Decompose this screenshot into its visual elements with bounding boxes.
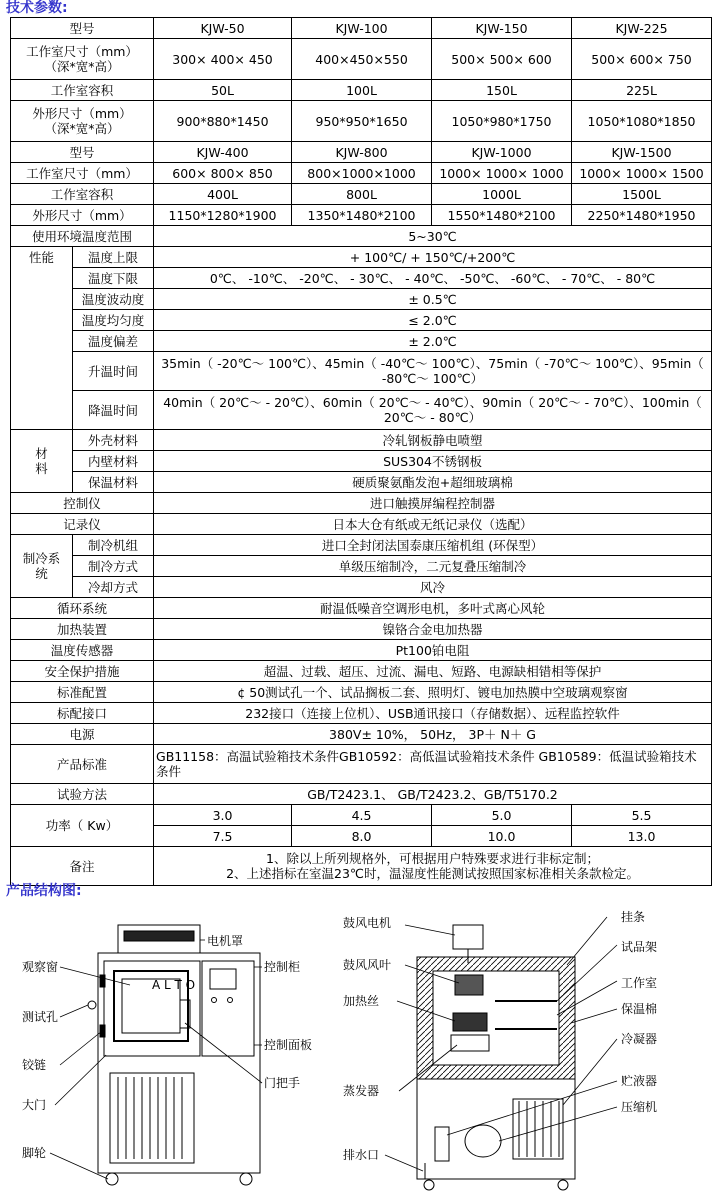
outer-size-label: 外形尺寸（mm） （深*宽*高） (11, 101, 154, 142)
caster-shape (424, 1180, 434, 1190)
row-label: 安全保护措施 (11, 661, 154, 682)
model-cell: KJW-1000 (432, 142, 572, 163)
condenser-fins (519, 1101, 559, 1157)
table-row (11, 352, 712, 391)
row-label: 保温材料 (73, 472, 154, 493)
table-cell: 1000× 1000× 1500 (572, 163, 712, 184)
table-row (11, 391, 712, 430)
model-cell: KJW-800 (292, 142, 432, 163)
row-value: 镍铬合金电加热器 (154, 619, 712, 640)
model-cell: KJW-225 (572, 18, 712, 39)
label-main-door: 大门 (22, 1098, 47, 1112)
table-cell: 3.0 (154, 805, 292, 826)
table-cell: 800×1000×1000 (292, 163, 432, 184)
table-cell: 4.5 (292, 805, 432, 826)
table-cell: 1350*1480*2100 (292, 205, 432, 226)
table-row (11, 205, 712, 226)
row-label: 标准配置 (11, 682, 154, 703)
table-cell: 400×450×550 (292, 39, 432, 80)
blower-motor-shape (453, 925, 483, 949)
row-label: 外壳材料 (73, 430, 154, 451)
table-cell: 1050*1080*1850 (572, 101, 712, 142)
row-value: SUS304不锈钢板 (154, 451, 712, 472)
row-label: 冷却方式 (73, 577, 154, 598)
row-value: 35min（ -20℃～ 100℃）、45min（ -40℃～ 100℃）、75min（ -70℃～ 100℃）、95min（ -80℃～ 100℃） (154, 352, 712, 391)
control-screen-shape (210, 969, 236, 989)
table-row (11, 619, 712, 640)
tech-params-heading: 技术参数: (6, 0, 68, 16)
table-row (11, 247, 712, 268)
label-condenser: 冷凝器 (621, 1032, 658, 1046)
label-insulation: 保温棉 (621, 1002, 658, 1016)
table-row (11, 80, 712, 101)
table-cell: 50L (154, 80, 292, 101)
table-cell: 600× 800× 850 (154, 163, 292, 184)
table-row (11, 514, 712, 535)
table-row (11, 184, 712, 205)
table-row (11, 142, 712, 163)
model-cell: KJW-50 (154, 18, 292, 39)
model-cell: KJW-1500 (572, 142, 712, 163)
refrigeration-group-label: 制冷系 统 (11, 535, 73, 598)
row-value: ¢ 50测试孔一个、试品搁板二套、照明灯、镀电加热膜中空玻璃观察窗 (154, 682, 712, 703)
label-blower-motor: 鼓风电机 (343, 916, 392, 930)
label-motor-cover: 电机罩 (207, 934, 244, 948)
row-label: 降温时间 (73, 391, 154, 430)
row-value: GB/T2423.1、 GB/T2423.2、GB/T5170.2 (154, 784, 712, 805)
row-label: 温度均匀度 (73, 310, 154, 331)
table-row (11, 310, 712, 331)
table-row (11, 703, 712, 724)
table-cell: 1050*980*1750 (432, 101, 572, 142)
table-cell: 950*950*1650 (292, 101, 432, 142)
table-cell: 400L (154, 184, 292, 205)
row-label: 电源 (11, 724, 154, 745)
remarks-line: 1、除以上所列规格外，可根据用户特殊要求进行非标定制； (266, 851, 599, 866)
ambient-label: 使用环境温度范围 (11, 226, 154, 247)
table-row (11, 289, 712, 310)
table-row (11, 847, 712, 886)
hinge-shape (100, 1025, 105, 1037)
row-label: 标配接口 (11, 703, 154, 724)
label-caster: 脚轮 (22, 1146, 47, 1160)
row-label: 加热装置 (11, 619, 154, 640)
volume-label: 工作室容积 (11, 80, 154, 101)
row-label: 温度上限 (73, 247, 154, 268)
condenser-shape (513, 1099, 563, 1159)
structure-heading: 产品结构图: (6, 883, 82, 899)
motor-cover-grille (124, 931, 194, 941)
control-knob-shape (212, 998, 217, 1003)
table-cell: 1150*1280*1900 (154, 205, 292, 226)
table-row (11, 661, 712, 682)
table-cell: 100L (292, 80, 432, 101)
table-cell: 300× 400× 450 (154, 39, 292, 80)
model-cell: KJW-150 (432, 18, 572, 39)
row-value: 380V± 10%， 50Hz， 3P＋ N＋ G (154, 724, 712, 745)
row-label: 循环系统 (11, 598, 154, 619)
row-value: 风冷 (154, 577, 712, 598)
spec-table (10, 17, 712, 886)
row-value: 日本大仓有纸或无纸记录仪（选配） (154, 514, 712, 535)
receiver-shape (435, 1127, 449, 1161)
row-value: ± 2.0℃ (154, 331, 712, 352)
performance-group-label: 性能 (11, 247, 73, 430)
table-row (11, 451, 712, 472)
row-value: 超温、过载、超压、过流、漏电、短路、电源缺相错相等保护 (154, 661, 712, 682)
table-cell: 10.0 (432, 826, 572, 847)
remarks-value (154, 847, 712, 886)
label-blower-fan: 鼓风风叶 (343, 958, 392, 972)
row-label: 产品标准 (11, 745, 154, 784)
remarks-label: 备注 (11, 847, 154, 886)
test-hole-shape (88, 1001, 96, 1009)
caster-shape (558, 1180, 568, 1190)
row-label: 记录仪 (11, 514, 154, 535)
label-receiver: 贮液器 (621, 1074, 658, 1088)
ambient-value: 5~30℃ (154, 226, 712, 247)
table-row (11, 18, 712, 39)
label-drain: 排水口 (343, 1148, 380, 1162)
table-cell: 225L (572, 80, 712, 101)
table-row (11, 745, 712, 784)
chamber-size-label: 工作室尺寸（mm） （深*宽*高） (11, 39, 154, 80)
row-label: 温度下限 (73, 268, 154, 289)
table-row (11, 472, 712, 493)
row-value: GB11158：高温试验箱技术条件GB10592：高低温试验箱技术条件 GB10589：低温试验箱技术条件 (154, 745, 712, 784)
table-cell: 900*880*1450 (154, 101, 292, 142)
model-label: 型号 (11, 142, 154, 163)
blower-fan-shape (455, 975, 483, 995)
table-cell: 1000L (432, 184, 572, 205)
table-row (11, 493, 712, 514)
lower-grille-shape (110, 1073, 194, 1163)
model-label: 型号 (11, 18, 154, 39)
table-row (11, 101, 712, 142)
table-row (11, 430, 712, 451)
table-row (11, 556, 712, 577)
table-row (11, 805, 712, 826)
table-row (11, 39, 712, 80)
label-test-hole: 测试孔 (22, 1010, 59, 1024)
label-control-cabinet: 控制柜 (264, 960, 301, 974)
row-value: 耐温低噪音空调形电机，多叶式离心风轮 (154, 598, 712, 619)
row-label: 内壁材料 (73, 451, 154, 472)
row-label: 制冷方式 (73, 556, 154, 577)
table-row (11, 640, 712, 661)
model-cell: KJW-100 (292, 18, 432, 39)
hinge-shape (100, 975, 105, 987)
table-cell: 1550*1480*2100 (432, 205, 572, 226)
grille-slats (118, 1077, 182, 1159)
label-hinge: 铰链 (22, 1058, 47, 1072)
table-row (11, 682, 712, 703)
label-evaporator: 蒸发器 (343, 1084, 380, 1098)
row-value: + 100℃/ + 150℃/+200℃ (154, 247, 712, 268)
heater-wire-shape (453, 1013, 487, 1031)
row-value: 硬质聚氨酯发泡+超细玻璃棉 (154, 472, 712, 493)
table-cell: 500× 500× 600 (432, 39, 572, 80)
caster-shape (240, 1173, 252, 1185)
label-hanging-strip: 挂条 (621, 910, 646, 924)
label-heater-wire: 加热丝 (343, 994, 380, 1008)
row-value: 232接口（连接上位机）、USB通讯接口（存储数据）、远程监控软件 (154, 703, 712, 724)
table-cell: 500× 600× 750 (572, 39, 712, 80)
label-work-chamber: 工作室 (621, 976, 658, 990)
row-value: 进口全封闭法国泰康压缩机组 (环保型） (154, 535, 712, 556)
label-compressor: 压缩机 (621, 1100, 658, 1114)
row-value: 进口触摸屏编程控制器 (154, 493, 712, 514)
row-value: Pt100铂电阻 (154, 640, 712, 661)
leader-lines (50, 940, 262, 1179)
row-label: 温度偏差 (73, 331, 154, 352)
cross-section-diagram (335, 905, 723, 1195)
row-value: 40min（ 20℃～ - 20℃）、60min（ 20℃～ - 40℃）、90min（ 20℃～ - 70℃）、100min（ 20℃～ - 80℃） (154, 391, 712, 430)
label-sample-rack: 试品架 (621, 940, 658, 954)
outer-size-label: 外形尺寸（mm） (11, 205, 154, 226)
power-label: 功率（ Kw） (11, 805, 154, 847)
row-value: ± 0.5℃ (154, 289, 712, 310)
table-cell: 13.0 (572, 826, 712, 847)
table-cell: 5.5 (572, 805, 712, 826)
table-cell: 150L (432, 80, 572, 101)
label-door-handle: 门把手 (264, 1076, 301, 1090)
row-label: 温度传感器 (11, 640, 154, 661)
row-label: 升温时间 (73, 352, 154, 391)
window-brand-text: A L T O (152, 978, 196, 992)
remarks-line: 2、上述指标在室温23℃时，温湿度性能测试按照国家标准相关条款检定。 (226, 866, 639, 881)
label-control-panel: 控制面板 (264, 1038, 313, 1052)
row-value: 冷轧钢板静电喷塑 (154, 430, 712, 451)
table-row (11, 577, 712, 598)
table-row (11, 163, 712, 184)
model-cell: KJW-400 (154, 142, 292, 163)
materials-group-label: 材 料 (11, 430, 73, 493)
row-value: 单级压缩制冷，二元复叠压缩制冷 (154, 556, 712, 577)
exterior-diagram (0, 905, 340, 1195)
row-value: 0℃、 -10℃、 -20℃、 - 30℃、 - 40℃、 -50℃、 -60℃、 - 70℃、 - 80℃ (154, 268, 712, 289)
control-knob-shape (228, 998, 233, 1003)
table-cell: 2250*1480*1950 (572, 205, 712, 226)
row-label: 温度波动度 (73, 289, 154, 310)
table-row (11, 226, 712, 247)
compressor-shape (465, 1125, 501, 1157)
table-row (11, 598, 712, 619)
table-cell: 8.0 (292, 826, 432, 847)
table-row (11, 268, 712, 289)
table-cell: 1500L (572, 184, 712, 205)
table-cell: 5.0 (432, 805, 572, 826)
table-row (11, 784, 712, 805)
table-cell: 7.5 (154, 826, 292, 847)
row-value: ≤ 2.0℃ (154, 310, 712, 331)
table-row (11, 724, 712, 745)
table-cell: 800L (292, 184, 432, 205)
chamber-size-label: 工作室尺寸（mm） (11, 163, 154, 184)
label-observation-window: 观察窗 (22, 960, 59, 974)
table-row (11, 331, 712, 352)
volume-label: 工作室容积 (11, 184, 154, 205)
row-label: 试验方法 (11, 784, 154, 805)
row-label: 制冷机组 (73, 535, 154, 556)
table-cell: 1000× 1000× 1000 (432, 163, 572, 184)
table-row (11, 535, 712, 556)
row-label: 控制仪 (11, 493, 154, 514)
